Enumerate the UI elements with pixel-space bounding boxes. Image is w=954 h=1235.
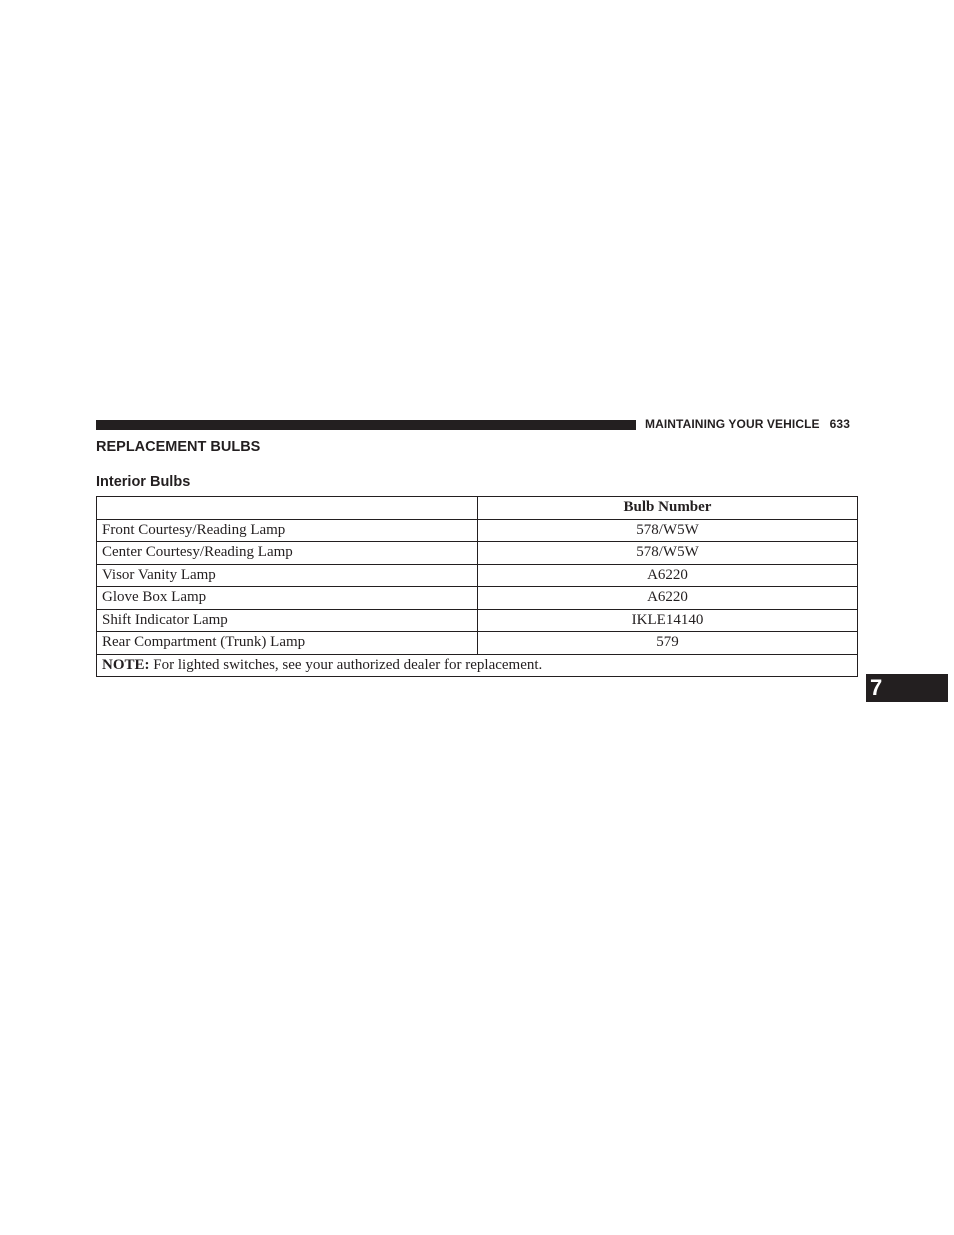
bulb-number: 578/W5W: [478, 542, 858, 565]
lamp-name: Rear Compartment (Trunk) Lamp: [97, 632, 478, 655]
header-rule: [96, 420, 636, 430]
bulb-number: 579: [478, 632, 858, 655]
bulb-number: 578/W5W: [478, 519, 858, 542]
table-row: [97, 564, 858, 587]
lamp-name: Shift Indicator Lamp: [97, 609, 478, 632]
note-label: NOTE:: [102, 656, 150, 673]
running-header: [645, 417, 850, 431]
section-title: REPLACEMENT BULBS: [96, 439, 261, 455]
table-row: [97, 609, 858, 632]
lamp-name: Center Courtesy/Reading Lamp: [97, 542, 478, 565]
subsection-title: Interior Bulbs: [96, 474, 191, 490]
running-title: MAINTAINING YOUR VEHICLE: [645, 417, 820, 431]
page-number: 633: [829, 417, 850, 431]
table-row: [97, 632, 858, 655]
bulb-number: A6220: [478, 564, 858, 587]
lamp-name: Glove Box Lamp: [97, 587, 478, 610]
table-row: [97, 542, 858, 565]
bulb-number: IKLE14140: [478, 609, 858, 632]
note-text: For lighted switches, see your authorized dealer for replacement.: [149, 656, 543, 673]
table-row: [97, 519, 858, 542]
lamp-name: Front Courtesy/Reading Lamp: [97, 519, 478, 542]
table-header-bulb-number: Bulb Number: [478, 497, 858, 520]
table-header-empty: [97, 497, 478, 520]
lamp-name: Visor Vanity Lamp: [97, 564, 478, 587]
interior-bulbs-table: [96, 496, 858, 677]
bulb-number: A6220: [478, 587, 858, 610]
table-row: [97, 587, 858, 610]
chapter-tab: 7: [866, 674, 948, 702]
table-header-row: [97, 497, 858, 520]
table-note: [97, 654, 858, 677]
table-note-row: [97, 654, 858, 677]
